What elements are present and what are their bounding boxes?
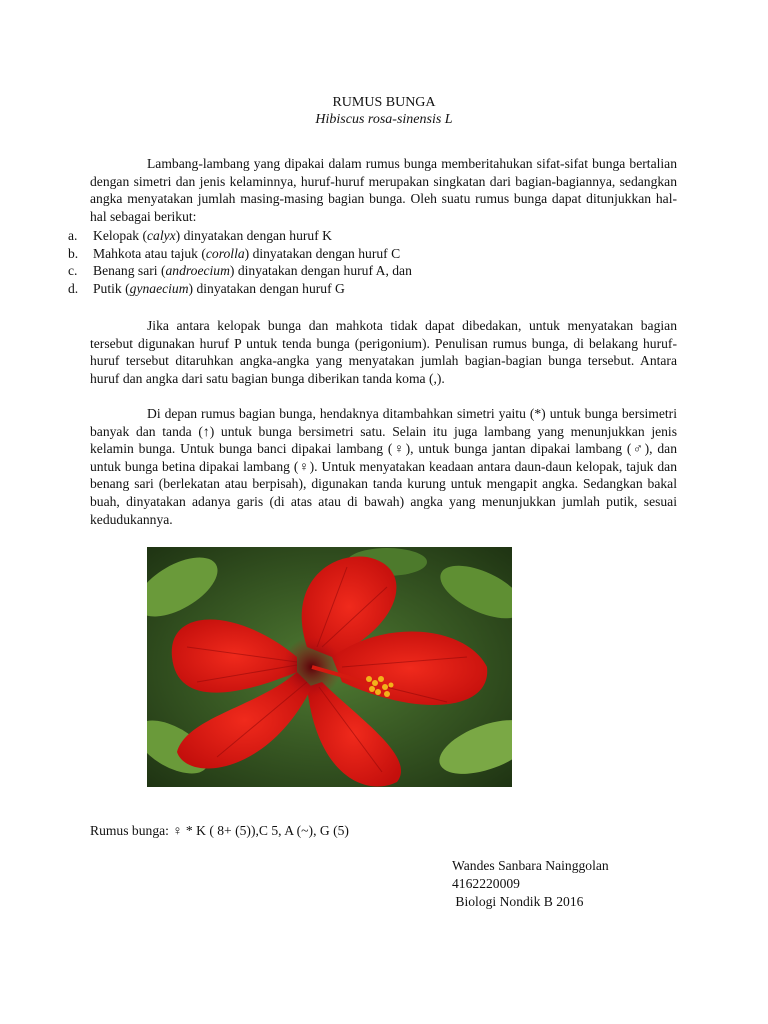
list-item: [68, 280, 688, 298]
paragraph-intro: Lambang-lambang yang dipakai dalam rumus bunga memberitahukan sifat-sifat bunga bertalian dengan simetri dan jenis kelaminnya, huruf-huruf merupakan singkatan dari bagian-bagiannya, sedangkan angka menyatakan jumlah masing-masing bagian bunga. Oleh suatu rumus bunga dapat ditunjukkan hal-hal sebagai berikut:: [90, 156, 677, 224]
paragraph-symmetry: Di depan rumus bagian bunga, hendaknya ditambahkan simetri yaitu (*) untuk bunga bersimetri banyak dan tanda (↑) untuk bunga bersimetri satu. Selain itu juga lambang yang menunjukkan jenis kelamin bunga. Untuk bunga banci dipakai lambang (♀), untuk bunga jantan dipakai lambang (♂), dan untuk bunga betina dipakai lambang (♀). Untuk menyatakan keadaan antara daun-daun kelopak, tajuk dan benang sari (berlekatan atau berpisah), digunakan tanda kurung untuk mengapit angka. Sedangkan bakal buah, dinyatakan adanya garis (di atas atau di bawah) angka yang menunjukkan jumlah putik, sesuai kedudukannya.: [90, 406, 677, 527]
symbol-list: [68, 227, 688, 297]
paragraph-perigonium: Jika antara kelopak bunga dan mahkota tidak dapat dibedakan, untuk menyatakan bagian tersebut digunakan huruf P untuk tenda bunga (perigonium). Penulisan rumus bunga, di belakang huruf-huruf tersebut ditaruhkan angka-angka yang menyatakan jumlah bagian-bagian bunga tersebut. Antara huruf dan angka dari satu bagian bunga diberikan tanda koma (,).: [90, 318, 677, 386]
hibiscus-photo: [147, 547, 512, 787]
document-title: RUMUS BUNGA: [332, 95, 436, 110]
author-class: Biologi Nondik B 2016: [452, 894, 584, 909]
document-subtitle: Hibiscus rosa-sinensis L: [315, 112, 453, 127]
author-id: 4162220009: [452, 876, 520, 891]
author-name: Wandes Sanbara Nainggolan: [452, 858, 609, 873]
list-item-text: Kelopak (calyx) dinyatakan dengan huruf K: [93, 228, 332, 243]
author-block: [452, 857, 609, 911]
list-item-label: d.: [68, 280, 79, 296]
list-item: [68, 227, 688, 245]
flower-formula: Rumus bunga: ♀ * K ( 8+ (5)),C 5, A (~), G (5): [90, 823, 349, 838]
list-item: [68, 245, 688, 263]
list-item-label: a.: [68, 228, 78, 243]
list-item-text: Benang sari (androecium) dinyatakan dengan huruf A, dan: [93, 263, 412, 279]
list-item-text: Mahkota atau tajuk (corolla) dinyatakan dengan huruf C: [93, 245, 401, 261]
list-item-text: Putik (gynaecium) dinyatakan dengan huruf G: [93, 280, 345, 296]
list-item-label: c.: [68, 263, 78, 279]
list-item-label: b.: [68, 245, 79, 261]
list-item: [68, 262, 688, 280]
